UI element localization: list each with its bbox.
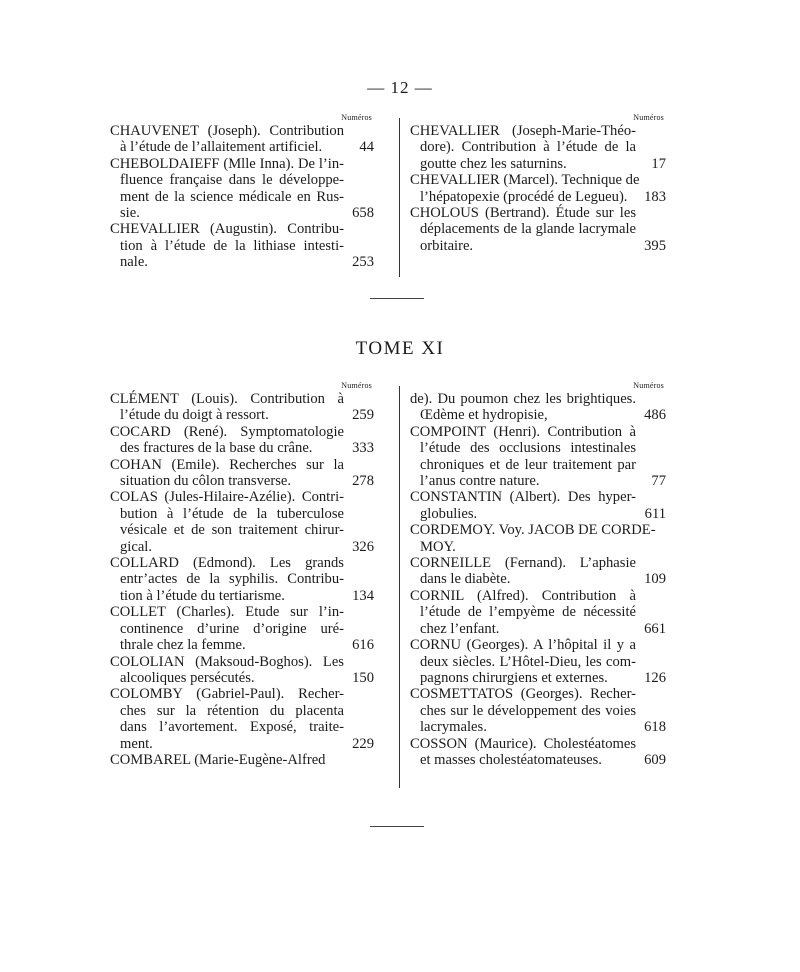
- entry-line: CORNU (Georges). A l’hôpital il y a: [410, 637, 636, 654]
- entry-line: dore). Contribution à l’étude de la: [420, 139, 636, 156]
- numeros-header: Numéros: [633, 113, 664, 122]
- index-entry: [410, 686, 666, 735]
- entry-line: dans le diabète.: [420, 571, 511, 588]
- entry-number: 126: [644, 669, 666, 686]
- numeros-header: Numéros: [341, 113, 372, 122]
- entry-line: CORDEMOY. Voy. JACOB DE CORDE-: [410, 522, 656, 539]
- tome-title: TOME XI: [355, 338, 445, 359]
- index-entry: [410, 123, 666, 172]
- column-divider: [399, 118, 400, 277]
- entry-line: chroniques et de leur traitement par: [420, 456, 636, 473]
- entry-line: l’hépatopexie (procédé de Legueu).: [420, 188, 628, 205]
- index-entry: [110, 424, 374, 457]
- entry-line: COSSON (Maurice). Cholestéatomes: [410, 735, 636, 752]
- entry-line: COLOLIAN (Maksoud-Boghos). Les: [110, 653, 344, 670]
- entry-line: alcooliques persécutés.: [120, 669, 255, 686]
- entry-line: vésicale et de son traitement chirur-: [120, 522, 344, 539]
- index-entry: [410, 205, 666, 254]
- entry-line: tion à l’étude de la lithiase intesti-: [120, 237, 344, 254]
- entry-line: ches sur la rétention du placenta: [120, 702, 344, 719]
- entry-number: 661: [644, 620, 666, 637]
- index-entry: [410, 391, 666, 424]
- index-entry: [110, 489, 374, 555]
- end-rule: [370, 826, 424, 827]
- entry-line: ment.: [120, 735, 153, 752]
- entry-line: CORNEILLE (Fernand). L’aphasie: [410, 555, 636, 572]
- entry-line: goutte chez les saturnins.: [420, 155, 567, 172]
- entry-number: 109: [644, 571, 666, 588]
- entry-line: bution à l’étude de la tuberculose: [120, 505, 344, 522]
- entry-line: COCARD (René). Symptomatologie: [110, 423, 344, 440]
- entry-line: COLLARD (Edmond). Les grands: [110, 555, 344, 572]
- column-left: [110, 112, 374, 271]
- index-entry: [410, 555, 666, 588]
- entry-line: l’étude des occlusions intestinales: [420, 440, 636, 457]
- entry-line: CHOLOUS (Bertrand). Étude sur les: [410, 205, 636, 222]
- entry-number: 17: [651, 155, 666, 172]
- index-entry: [410, 736, 666, 769]
- entry-line: l’étude du doigt à ressort.: [120, 407, 269, 424]
- entry-line: dans l’avortement. Exposé, traite-: [120, 719, 344, 736]
- entry-line: globulies.: [420, 505, 478, 522]
- entry-number: 618: [644, 719, 666, 736]
- entry-number: 611: [644, 505, 666, 522]
- entry-number: 616: [352, 637, 374, 654]
- entry-number: 150: [352, 669, 374, 686]
- entry-line: fluence française dans le développe-: [120, 172, 344, 189]
- entry-line: tion à l’étude du tertiarisme.: [120, 587, 285, 604]
- entry-line: CHEVALLIER (Augustin). Contribu-: [110, 221, 344, 238]
- entry-line: des fractures de la base du crâne.: [120, 440, 313, 457]
- index-entry: [110, 156, 374, 222]
- entry-line: à l’étude de l’allaitement artificiel.: [120, 139, 323, 156]
- entry-line: Œdème et hydropisie,: [420, 407, 548, 424]
- entry-line: COMPOINT (Henri). Contribution à: [410, 423, 636, 440]
- column-right: [410, 112, 666, 254]
- entry-line: pagnons chirurgiens et externes.: [420, 669, 608, 686]
- index-section-top: [110, 112, 666, 277]
- entry-line: CHEVALLIER (Joseph-Marie-Théo-: [410, 123, 636, 139]
- numeros-header: Numéros: [633, 381, 664, 390]
- entry-line: CHAUVENET (Joseph). Contribution: [110, 123, 344, 139]
- entry-line: ches sur le développement des voies: [420, 702, 636, 719]
- index-entry: [110, 123, 374, 156]
- entry-line: COSMETTATOS (Georges). Recher-: [410, 686, 636, 703]
- entry-number: 253: [352, 254, 374, 271]
- column-right: [410, 380, 666, 768]
- entry-line: CHEBOLDAIEFF (Mlle Inna). De l’in-: [110, 155, 344, 172]
- entry-line: continence d’urine d’origine uré-: [120, 620, 344, 637]
- entry-line: COLAS (Jules-Hilaire-Azélie). Contri-: [110, 489, 344, 506]
- column-left: [110, 380, 374, 768]
- entry-line: CORNIL (Alfred). Contribution à: [410, 587, 636, 604]
- numeros-header: Numéros: [341, 381, 372, 390]
- entry-line: CHEVALLIER (Marcel). Technique de: [410, 172, 640, 189]
- entry-number: 278: [352, 473, 374, 490]
- entry-line: déplacements de la glande lacrymale: [420, 221, 636, 238]
- entry-number: 77: [651, 473, 666, 490]
- index-entry: [110, 457, 374, 490]
- index-entry: [410, 637, 666, 686]
- index-entry: [110, 654, 374, 687]
- entry-line: sie.: [120, 205, 140, 222]
- entry-line: MOY.: [420, 538, 456, 555]
- entry-line: COLOMBY (Gabriel-Paul). Recher-: [110, 686, 344, 703]
- entry-number: 486: [644, 407, 666, 424]
- entry-line: lacrymales.: [420, 719, 487, 736]
- entry-number: 44: [359, 139, 374, 156]
- entry-line: ment de la science médicale en Rus-: [120, 188, 344, 205]
- index-entry: [410, 489, 666, 522]
- entry-number: 183: [644, 188, 666, 205]
- index-entry: [110, 391, 374, 424]
- entry-number: 395: [644, 237, 666, 254]
- index-entry: [110, 555, 374, 604]
- entry-line: situation du côlon transverse.: [120, 473, 292, 490]
- entry-number: 658: [352, 205, 374, 222]
- index-entry: [110, 221, 374, 270]
- entry-line: CLÉMENT (Louis). Contribution à: [110, 391, 344, 407]
- entry-line: et masses cholestéatomateuses.: [420, 751, 602, 768]
- index-entry: [410, 424, 666, 490]
- entry-number: 326: [352, 538, 374, 555]
- entry-line: l’étude de l’empyème de nécessité: [420, 604, 636, 621]
- entry-line: deux siècles. L’Hôtel-Dieu, les com-: [420, 653, 636, 670]
- section-divider-rule: [370, 298, 424, 299]
- entry-line: thrale chez la femme.: [120, 637, 246, 654]
- index-section-bottom: [110, 380, 666, 788]
- column-divider: [399, 386, 400, 788]
- entry-line: COHAN (Emile). Recherches sur la: [110, 456, 344, 473]
- entry-line: COMBAREL (Marie-Eugène-Alfred: [110, 751, 326, 768]
- entry-line: l’anus contre nature.: [420, 473, 540, 490]
- entry-line: gical.: [120, 538, 153, 555]
- entry-line: entr’actes de la syphilis. Contribu-: [120, 571, 344, 588]
- entry-line: chez l’enfant.: [420, 620, 500, 637]
- index-entry: [410, 172, 666, 205]
- entry-number: 259: [352, 407, 374, 424]
- index-entry: [410, 588, 666, 637]
- entry-line: COLLET (Charles). Etude sur l’in-: [110, 604, 344, 621]
- index-entry: [410, 522, 666, 555]
- entry-line: orbitaire.: [420, 237, 474, 254]
- index-entry: [110, 752, 374, 768]
- entry-number: 229: [352, 735, 374, 752]
- entry-line: nale.: [120, 254, 148, 271]
- entry-line: CONSTANTIN (Albert). Des hyper-: [410, 489, 636, 506]
- entry-number: 609: [644, 751, 666, 768]
- entry-line: de). Du poumon chez les brightiques.: [410, 391, 636, 407]
- index-entry: [110, 686, 374, 752]
- index-entry: [110, 604, 374, 653]
- entry-number: 333: [352, 440, 374, 457]
- page-number: — 12 —: [367, 78, 433, 97]
- entry-number: 134: [352, 587, 374, 604]
